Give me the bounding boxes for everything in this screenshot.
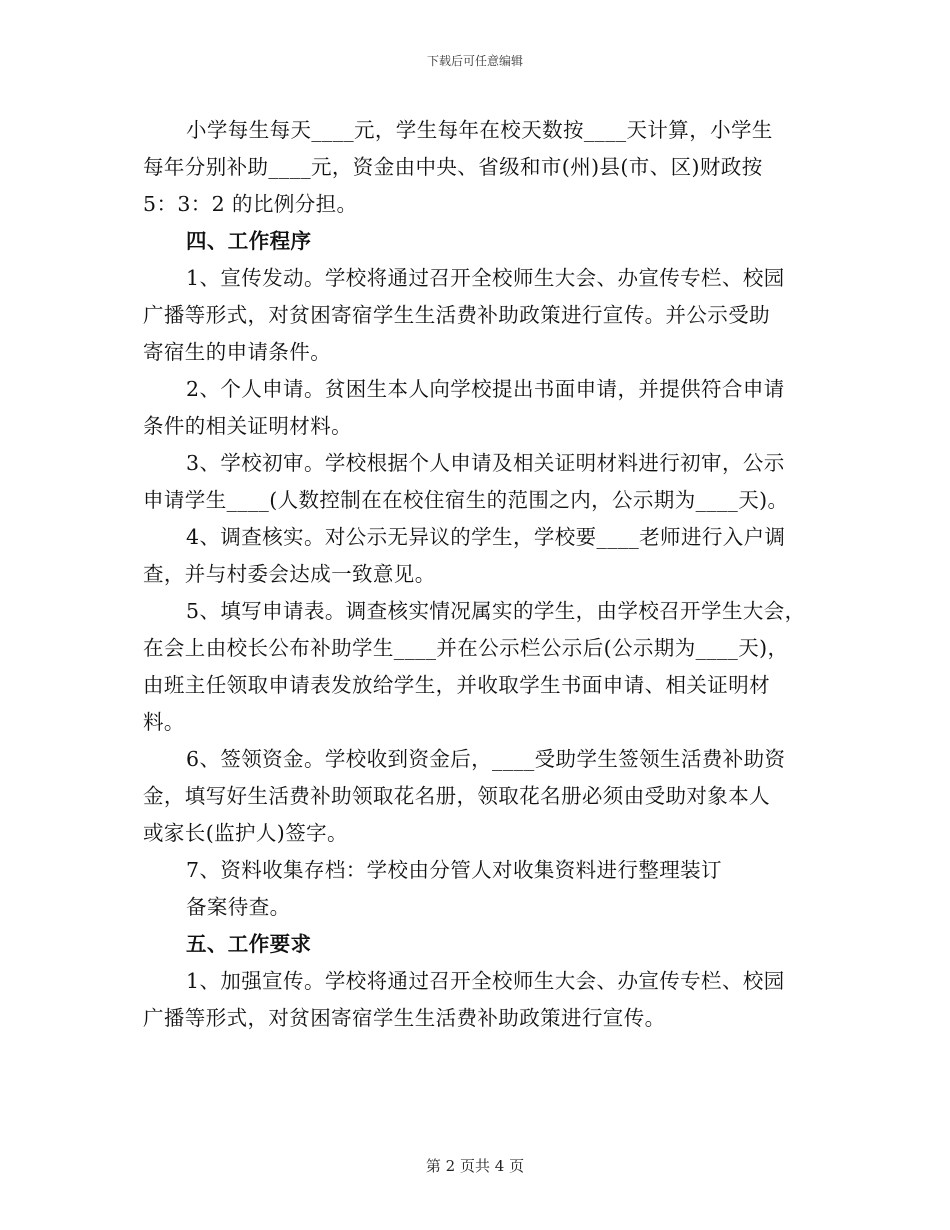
page-number: 第 2 页共 4 页: [425, 1157, 525, 1175]
paragraph-line: 备案待查。: [186, 895, 291, 919]
paragraph-line: 广播等形式，对贫困寄宿学生生活费补助政策进行宣传。: [143, 1006, 666, 1030]
list-item-start: 2、个人申请。贫困生本人向学校提出书面申请，并提供符合申请: [186, 377, 785, 401]
list-item-start: 1、宣传发动。学校将通过召开全校师生大会、办宣传专栏、校园: [186, 266, 785, 290]
page-header: 下载后可任意编辑: [426, 54, 523, 68]
document-body: [143, 112, 813, 1037]
paragraph-line: 条件的相关证明材料。: [143, 414, 352, 438]
section-heading-work-requirements: 五、工作要求: [186, 932, 312, 956]
paragraph-line: 广播等形式，对贫困寄宿学生生活费补助政策进行宣传。并公示受助: [143, 303, 770, 327]
paragraph-line: 在会上由校长公布补助学生____并在公示栏公示后(公示期为____天)，: [143, 636, 789, 660]
paragraph-line: 5：3：2 的比例分担。: [143, 192, 358, 216]
paragraph-line: 由班主任领取申请表发放给学生，并收取学生书面申请、相关证明材: [143, 673, 770, 697]
paragraph-line: 金，填写好生活费补助领取花名册，领取花名册必须由受助对象本人: [143, 784, 770, 808]
paragraph-line: 寄宿生的申请条件。: [143, 340, 332, 364]
paragraph-line: 或家长(监护人)签字。: [143, 821, 348, 845]
list-item-start: 4、调查核实。对公示无异议的学生，学校要____老师进行入户调: [186, 525, 786, 549]
list-item-start: 7、资料收集存档：学校由分管人对收集资料进行整理装订: [186, 858, 722, 882]
list-item-start: 3、学校初审。学校根据个人申请及相关证明材料进行初审，公示: [186, 451, 785, 475]
paragraph-line: 申请学生____(人数控制在在校住宿生的范围之内，公示期为____天)。: [143, 488, 789, 512]
paragraph-line: 每年分别补助____元，资金由中央、省级和市(州)县(市、区)财政按: [143, 155, 763, 179]
paragraph-line: 查，并与村委会达成一致意见。: [143, 562, 436, 586]
list-item-start: 5、填写申请表。调查核实情况属实的学生，由学校召开学生大会，: [186, 599, 806, 623]
section-heading-work-procedure: 四、工作程序: [186, 229, 312, 253]
paragraph-line: 料。: [143, 710, 185, 734]
list-item-start: 1、加强宣传。学校将通过召开全校师生大会、办宣传专栏、校园: [186, 969, 785, 993]
paragraph-line: 小学每生每天____元，学生每年在校天数按____天计算，小学生: [186, 118, 773, 142]
list-item-start: 6、签领资金。学校收到资金后，____受助学生签领生活费补助资: [186, 747, 786, 771]
